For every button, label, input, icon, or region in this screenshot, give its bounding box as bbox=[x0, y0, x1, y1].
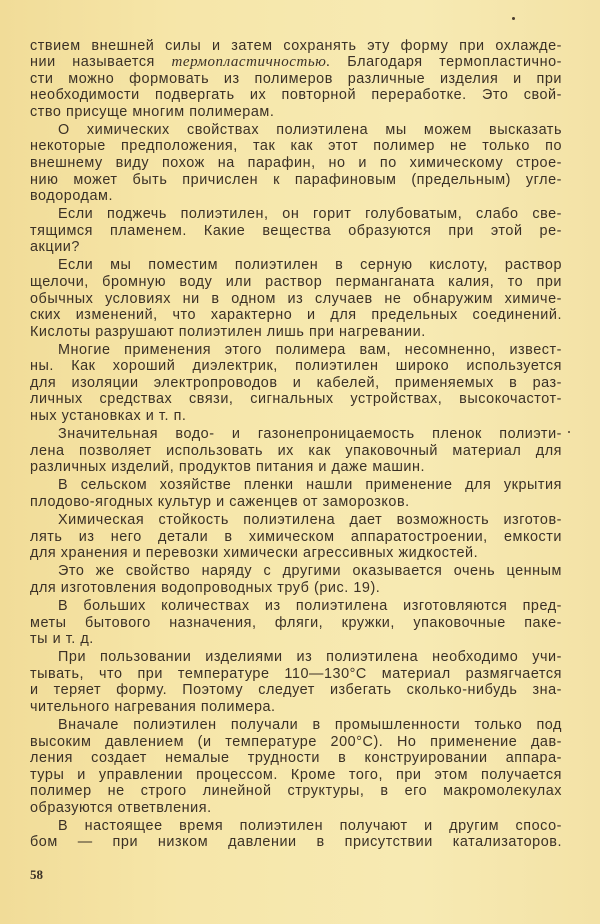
paragraph bbox=[30, 598, 562, 648]
paragraph bbox=[30, 426, 562, 476]
scan-speck bbox=[512, 17, 515, 20]
scan-speck bbox=[568, 431, 570, 433]
paragraph bbox=[30, 38, 562, 121]
text-line: Если поджечь полиэтилен, он горит голубоватым, слабо све- bbox=[58, 206, 562, 223]
text-line: В больших количествах из полиэтилена изготовляются пред- bbox=[58, 597, 562, 614]
text-line: Это же свойство наряду с другими оказывается очень ценным bbox=[58, 563, 562, 580]
paragraph bbox=[30, 342, 562, 425]
text-segment: нии называется bbox=[30, 54, 172, 71]
text-line: В настоящее время полиэтилен получают и другим спосо- bbox=[58, 817, 562, 834]
text-line: сти можно формовать из полимеров различные изделия и при bbox=[30, 70, 562, 87]
text-line: обычных условиях ни в одном из случаев не обнаружим химиче- bbox=[30, 290, 562, 307]
text-line: ны. Как хороший диэлектрик, полиэтилен широко используется bbox=[30, 358, 562, 375]
text-line: нию может быть причислен к парафиновым (предельным) угле- bbox=[30, 171, 562, 188]
paragraph bbox=[30, 563, 562, 596]
text-line: Химическая стойкость полиэтилена дает возможность изготов- bbox=[58, 512, 562, 529]
text-line: для изоляции электропроводов и кабелей, применяемых в раз- bbox=[30, 374, 562, 391]
text-line: водородам. bbox=[30, 188, 114, 205]
text-line: для хранения и перевозки химически агрессивных жидкостей. bbox=[30, 545, 479, 562]
text-line: Значительная водо- и газонепроницаемость пленок полиэти- bbox=[58, 426, 562, 443]
text-line: акции? bbox=[30, 239, 80, 256]
paragraph bbox=[30, 477, 562, 510]
text-line: для изготовления водопроводных труб (рис. 19). bbox=[30, 579, 381, 596]
text-line: необходимости подвергать их повторной переработке. Это свой- bbox=[30, 87, 562, 104]
page-number: 58 bbox=[30, 867, 43, 882]
page-body bbox=[30, 36, 562, 851]
text-line: образуются ответвления. bbox=[30, 799, 212, 816]
text-line: различных изделий, продуктов питания и даже машин. bbox=[30, 459, 426, 476]
text-line: плодово-ягодных культур и саженцев от заморозков. bbox=[30, 493, 410, 510]
text-line: При пользовании изделиями из полиэтилена необходимо учи- bbox=[58, 649, 562, 666]
paragraph bbox=[30, 649, 562, 715]
text-line: Многие применения этого полимера вам, несомненно, извест- bbox=[58, 341, 562, 358]
text-line: ления создает немалые трудности в конструировании аппара- bbox=[30, 750, 562, 767]
paragraph bbox=[30, 206, 562, 256]
text-line: внешнему виду похож на парафин, но и по химическому строе- bbox=[30, 155, 562, 172]
text-line: и теряет форму. Поэтому следует избегать сколько-нибудь зна- bbox=[30, 682, 562, 699]
text-line: туры и управлении процессом. Кроме того, при этом получается bbox=[30, 766, 562, 783]
text-line: высоким давлением (и температуре 200°C). Но применение дав- bbox=[30, 733, 562, 750]
text-segment: Благодаря термопластично- bbox=[330, 54, 562, 71]
text-line: лена позволяет использовать их как упаковочный материал для bbox=[30, 442, 562, 459]
paragraph bbox=[30, 512, 562, 562]
paragraph bbox=[30, 122, 562, 205]
text-line: щелочи, бромную воду или раствор перманганата калия, то при bbox=[30, 274, 562, 291]
text-line bbox=[30, 54, 562, 71]
text-line: ство присуще многим полимерам. bbox=[30, 103, 275, 120]
text-line: ствием внешней силы и затем сохранять эту форму при охлажде- bbox=[30, 37, 562, 54]
text-line: ских изменений, что характерно и для предельных соединений. bbox=[30, 307, 562, 324]
text-line: меты бытового назначения, фляги, кружки, упаковочные паке- bbox=[30, 614, 562, 631]
paragraph bbox=[30, 717, 562, 816]
text-line: бом — при низком давлении в присутствии катализаторов. bbox=[30, 834, 562, 851]
text-line: некоторые предположения, так как этот полимер не только по bbox=[30, 138, 562, 155]
italic-term: термопластичностью. bbox=[171, 54, 331, 71]
text-line: тывать, что при температуре 110—130°C материал размягчается bbox=[30, 665, 562, 682]
text-line: Вначале полиэтилен получали в промышленности только под bbox=[58, 717, 562, 733]
text-line: лять из него детали в химическом аппаратостроении, емкости bbox=[30, 528, 562, 545]
text-line: личных средствах связи, сигнальных устройствах, высокочастот- bbox=[30, 391, 562, 408]
text-line: О химических свойствах полиэтилена мы можем высказать bbox=[58, 121, 562, 138]
text-line: ных установках и т. п. bbox=[30, 408, 187, 424]
text-line: В сельском хозяйстве пленки нашли применение для укрытия bbox=[58, 477, 562, 494]
text-line: тящимся пламенем. Какие вещества образуются при этой ре- bbox=[30, 222, 562, 239]
paragraph bbox=[30, 257, 562, 340]
text-line: Кислоты разрушают полиэтилен лишь при нагревании. bbox=[30, 323, 426, 340]
text-line: ты и т. д. bbox=[30, 631, 94, 648]
text-line: Если мы поместим полиэтилен в серную кислоту, раствор bbox=[58, 257, 562, 274]
paragraph bbox=[30, 818, 562, 851]
text-line: чительного нагревания полимера. bbox=[30, 698, 276, 715]
text-line: полимер не строго линейной структуры, в его макромолекулах bbox=[30, 783, 562, 800]
